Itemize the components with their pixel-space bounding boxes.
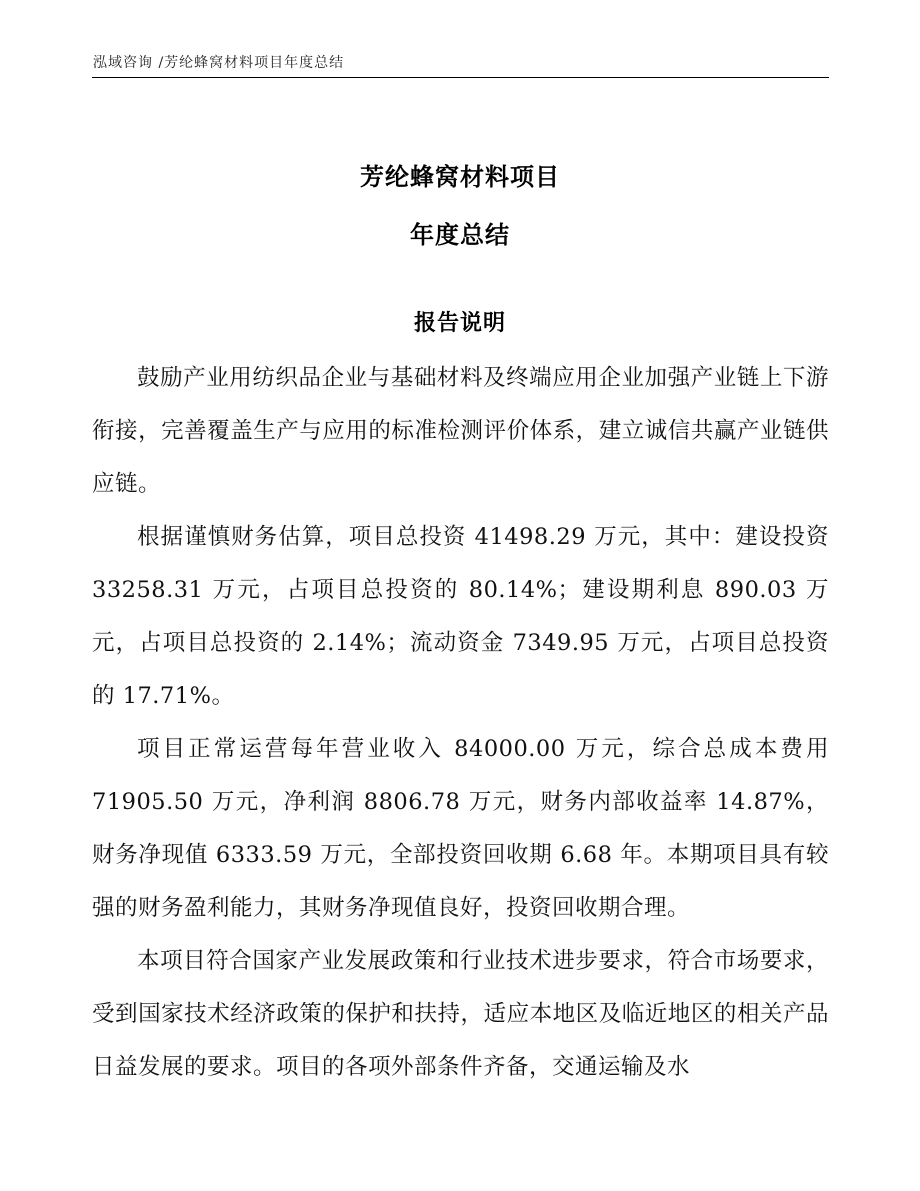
section-heading: 报告说明 (413, 311, 506, 336)
header-divider (92, 77, 829, 78)
paragraph-4: 本项目符合国家产业发展政策和行业技术进步要求，符合市场要求，受到国家技术经济政策的保护和扶持，适应本地区及临近地区的相关产品日益发展的要求。项目的各项外部条件齐备，交通运输及水 (92, 948, 829, 1080)
document-title-line-2: 年度总结 (410, 221, 510, 249)
report-body (92, 352, 829, 1094)
document-title-line-1: 芳纶蜂窝材料项目 (360, 163, 560, 191)
paragraph-1: 鼓励产业用纺织品企业与基础材料及终端应用企业加强产业链上下游衔接，完善覆盖生产与应用的标准检测评价体系，建立诚信共赢产业链供应链。 (92, 365, 829, 497)
page-header-breadcrumb: 泓域咨询 /芳纶蜂窝材料项目年度总结 (93, 55, 345, 71)
paragraph-2: 根据谨慎财务估算，项目总投资 41498.29 万元，其中：建设投资 33258.31 万元，占项目总投资的 80.14%；建设期利息 890.03 万元，占项目总投资的 2.14%；流动资金 7349.95 万元，占项目总投资的 17.71%。 (92, 524, 829, 709)
paragraph-3: 项目正常运营每年营业收入 84000.00 万元，综合总成本费用 71905.50 万元，净利润 8806.78 万元，财务内部收益率 14.87%，财务净现值 6333.59 万元，全部投资回收期 6.68 年。本期项目具有较强的财务盈利能力，其财务净现值良好，投资回收期合理。 (92, 736, 829, 921)
